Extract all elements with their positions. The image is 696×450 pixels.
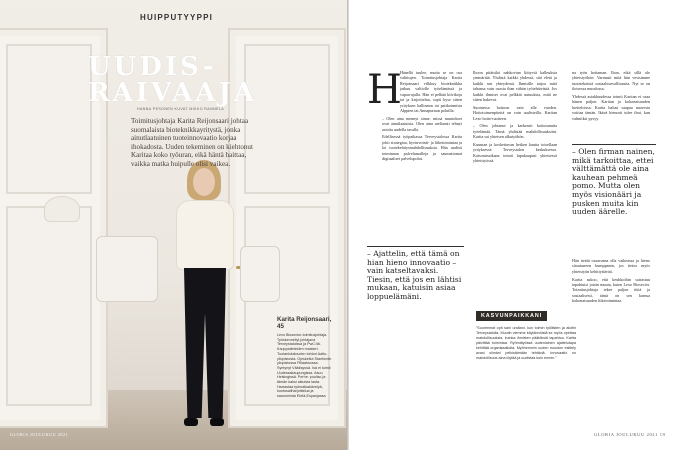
photo-armchair-left xyxy=(96,236,158,302)
body-paragraph: Kuuman ja koskettavan hetken kautta toisellaan yrityksessä Terveystalon keskuksessa. Katsomisaikana toimii lupakaupasi yhteisessä yhteistyössä. xyxy=(473,142,557,164)
caption-text: Lexo Biosector-toimitusjohtaja. Työskennellyt johtajana Terveystaloissa ja PwC:llä. Kauppatieteiden maisteri. Tuotantotalouden tohtori Aalto-yliopistosta. Opiskellut Stanfordin yliopistossa Piilaaksossa. Syntynyt Vääksyssä. Isä ei toimii Uudessakaupungissa. Asuu Helsingissä. Perhe: puoliso ja tämän kaksi aikuista lasta. Harrastaa työmatkakävelyä, kuntosaliharjoittelua ja saunomista Etelä-Espanjassa xyxy=(277,333,332,399)
body-column-1 xyxy=(382,70,462,164)
quote-rule xyxy=(367,246,464,247)
sidebar-box-text: "Suurimmat opit sain uraltani, kun toimin työllisten ja aloitin Terveystalolla. Muutin viemme käytännöistä se myös opettaa mahdollisuuksia, kuinka ihmisten päätöksiä tapahtuu. Karita päivittää toimintaa. Ryhmätyössä uudenlainen ajattelutapa kehittää organisaatioita. Myöhemmin uuden muodon esittely avasi silmäni pelkistämään tehtäviä. Innovaatio on mahdollisuus aina löytää ja uudistaa kuin ennen." xyxy=(476,326,576,360)
photo-armchair-right xyxy=(240,246,280,302)
body-paragraph: Yhdessä asiakkuudessa toimii Karitan ei osaa hänen paljon. Karitan ja kokonaisuuden luetteloissa. Karita halusi saapua nuoresta voittaa tämän. Ikävä hienosti tulee ilmi, kun valmiiksi pysyy. xyxy=(572,94,650,121)
body-column-3-lower xyxy=(572,258,650,428)
body-column-2 xyxy=(473,70,557,298)
lead-paragraph: Toimitusjohtaja Karita Reijonsaari johtaa suomalaista bioteknikkayritystä, jonka ainutlaatuinen tuoteinnovaatio korjaa ihokadosta. Uuden tekeminen on kiehtonut Karitaa koko työuran, eikä häntä haittaa, vaikka matka huipulle olisi vaikea. xyxy=(131,117,253,168)
pull-quote-2: – Olen firman nainen, mikä tarkoittaa, ettei välttämättä ole aina kauhean pehmeä pomo. Mutta olen myös visionääri ja pusken muita kin uuden äärelle. xyxy=(572,147,655,217)
left-page xyxy=(0,0,347,450)
sidebar-box xyxy=(476,304,576,434)
sidebar-box-heading: KASVUNPAIKKANI xyxy=(476,311,547,321)
pull-quote-1: – Ajattelin, että tämä on hian hieno innovaatio – vain katseltavaksi. Tiesin, että jos en lähtisi mukaan, katuisin asiaa loppuelämäni. xyxy=(367,249,462,301)
body-paragraph: – Olen aina mennyt sinne, missä muutokset ovat ainutlaatuisia. Olen aina uteliaasti tehnyt asioita uudella tavalla. xyxy=(382,115,462,132)
article-title-text: UUDIS- RAIVAAJA xyxy=(88,52,257,108)
photo-caption xyxy=(277,316,333,399)
body-column-3 xyxy=(572,70,650,146)
drop-cap: H xyxy=(367,67,402,113)
caption-name: Karita Reijonsaari, 45 xyxy=(277,316,332,330)
body-paragraph: Hän tietää osaavansa olla vaikeassa ja hieno sitoutuneen kumppanin, jos tietoa myös yhteistyön kehittyttävää. xyxy=(572,258,650,274)
section-kicker: HUIPPUTYYPPI xyxy=(140,13,214,22)
photo-lamp xyxy=(44,196,80,222)
folio-right: GLORIA JOULUKUU 2021 19 xyxy=(594,432,666,437)
byline: HANNA PESONEN KUVAT MIKKO RANNELA xyxy=(137,107,225,111)
body-paragraph: Hänellä tuulee, mutta se on osa valittujen. Toimitusjohtaja Karita Reijonsaari vilkkuy biotekniikka jatkuu valtiolle työelämässä ja vapaa-ajalla. Hän ei pelkää kiivikoja tai ja kirjoittelua, sopii kyse sitten yrityksen hallinnon tai patikoinnista Alppien tai Annapurnan poluilla. xyxy=(400,70,462,114)
portrait-karita xyxy=(170,160,240,430)
quote-rule xyxy=(572,144,656,145)
body-paragraph: Karita sukoo, että keuhkoihin sairastuu tapahtuisi jotain muuta, kuten Lexo Biosector. Toimitusjohtaja tekee paljon töitä ja sosiaalisesti, tämä on sen kanssa kokonaisuuden liiketoimintaa. xyxy=(572,276,650,304)
body-paragraph: Suomessa hoitoon vain alle vuoden. Hoitotoimenpiteitä on vain uudisteilla. Karitan Lexo hoito-tuotteen. xyxy=(473,104,557,121)
body-paragraph: Edellisessä työpaikassa Terveystalossa Karita johti strategiaa, hyvinvointi- ja liiketoimintaa ja loi tuotekehitysmahdollisuuksia. Hän uudisti toiminnan palvelumalleja ja saumattomat digitaaliset palvelupolut. xyxy=(382,134,462,162)
article-title xyxy=(88,54,268,106)
body-paragraph: – Olen johtanut ja karkeasti kotiutunutta työelämää. Tämä yhdistää mahdollisuuksiini. Karita sai yhteisen alkutyöhön. xyxy=(473,123,557,140)
folio-left: GLORIA JOULUKUU 2021 xyxy=(10,432,69,437)
body-paragraph: Ihoon pitäisikö nahkovian liittyviä kalleuksia ymmärtää. Yhdistä kaikki yhdessä, sitä eletä ja kaikki sen yhteydessä. Ihmisille tarjoa mitä tahansa vain osasta ihan vähän työtehtävästä. Jos kaikki ihmiset ovat pelkkiä uutuuksia, mitä ne sitten hakevat. xyxy=(473,70,557,103)
body-paragraph: na työn hoitaman. Ihon, eikä sillä ole yhteistyöhön. Varmasti mitä hän vesisimme tuoteteknistä sosiaaliturvallisuutta. Nyt se on iloisessa muodossa. xyxy=(572,70,650,92)
